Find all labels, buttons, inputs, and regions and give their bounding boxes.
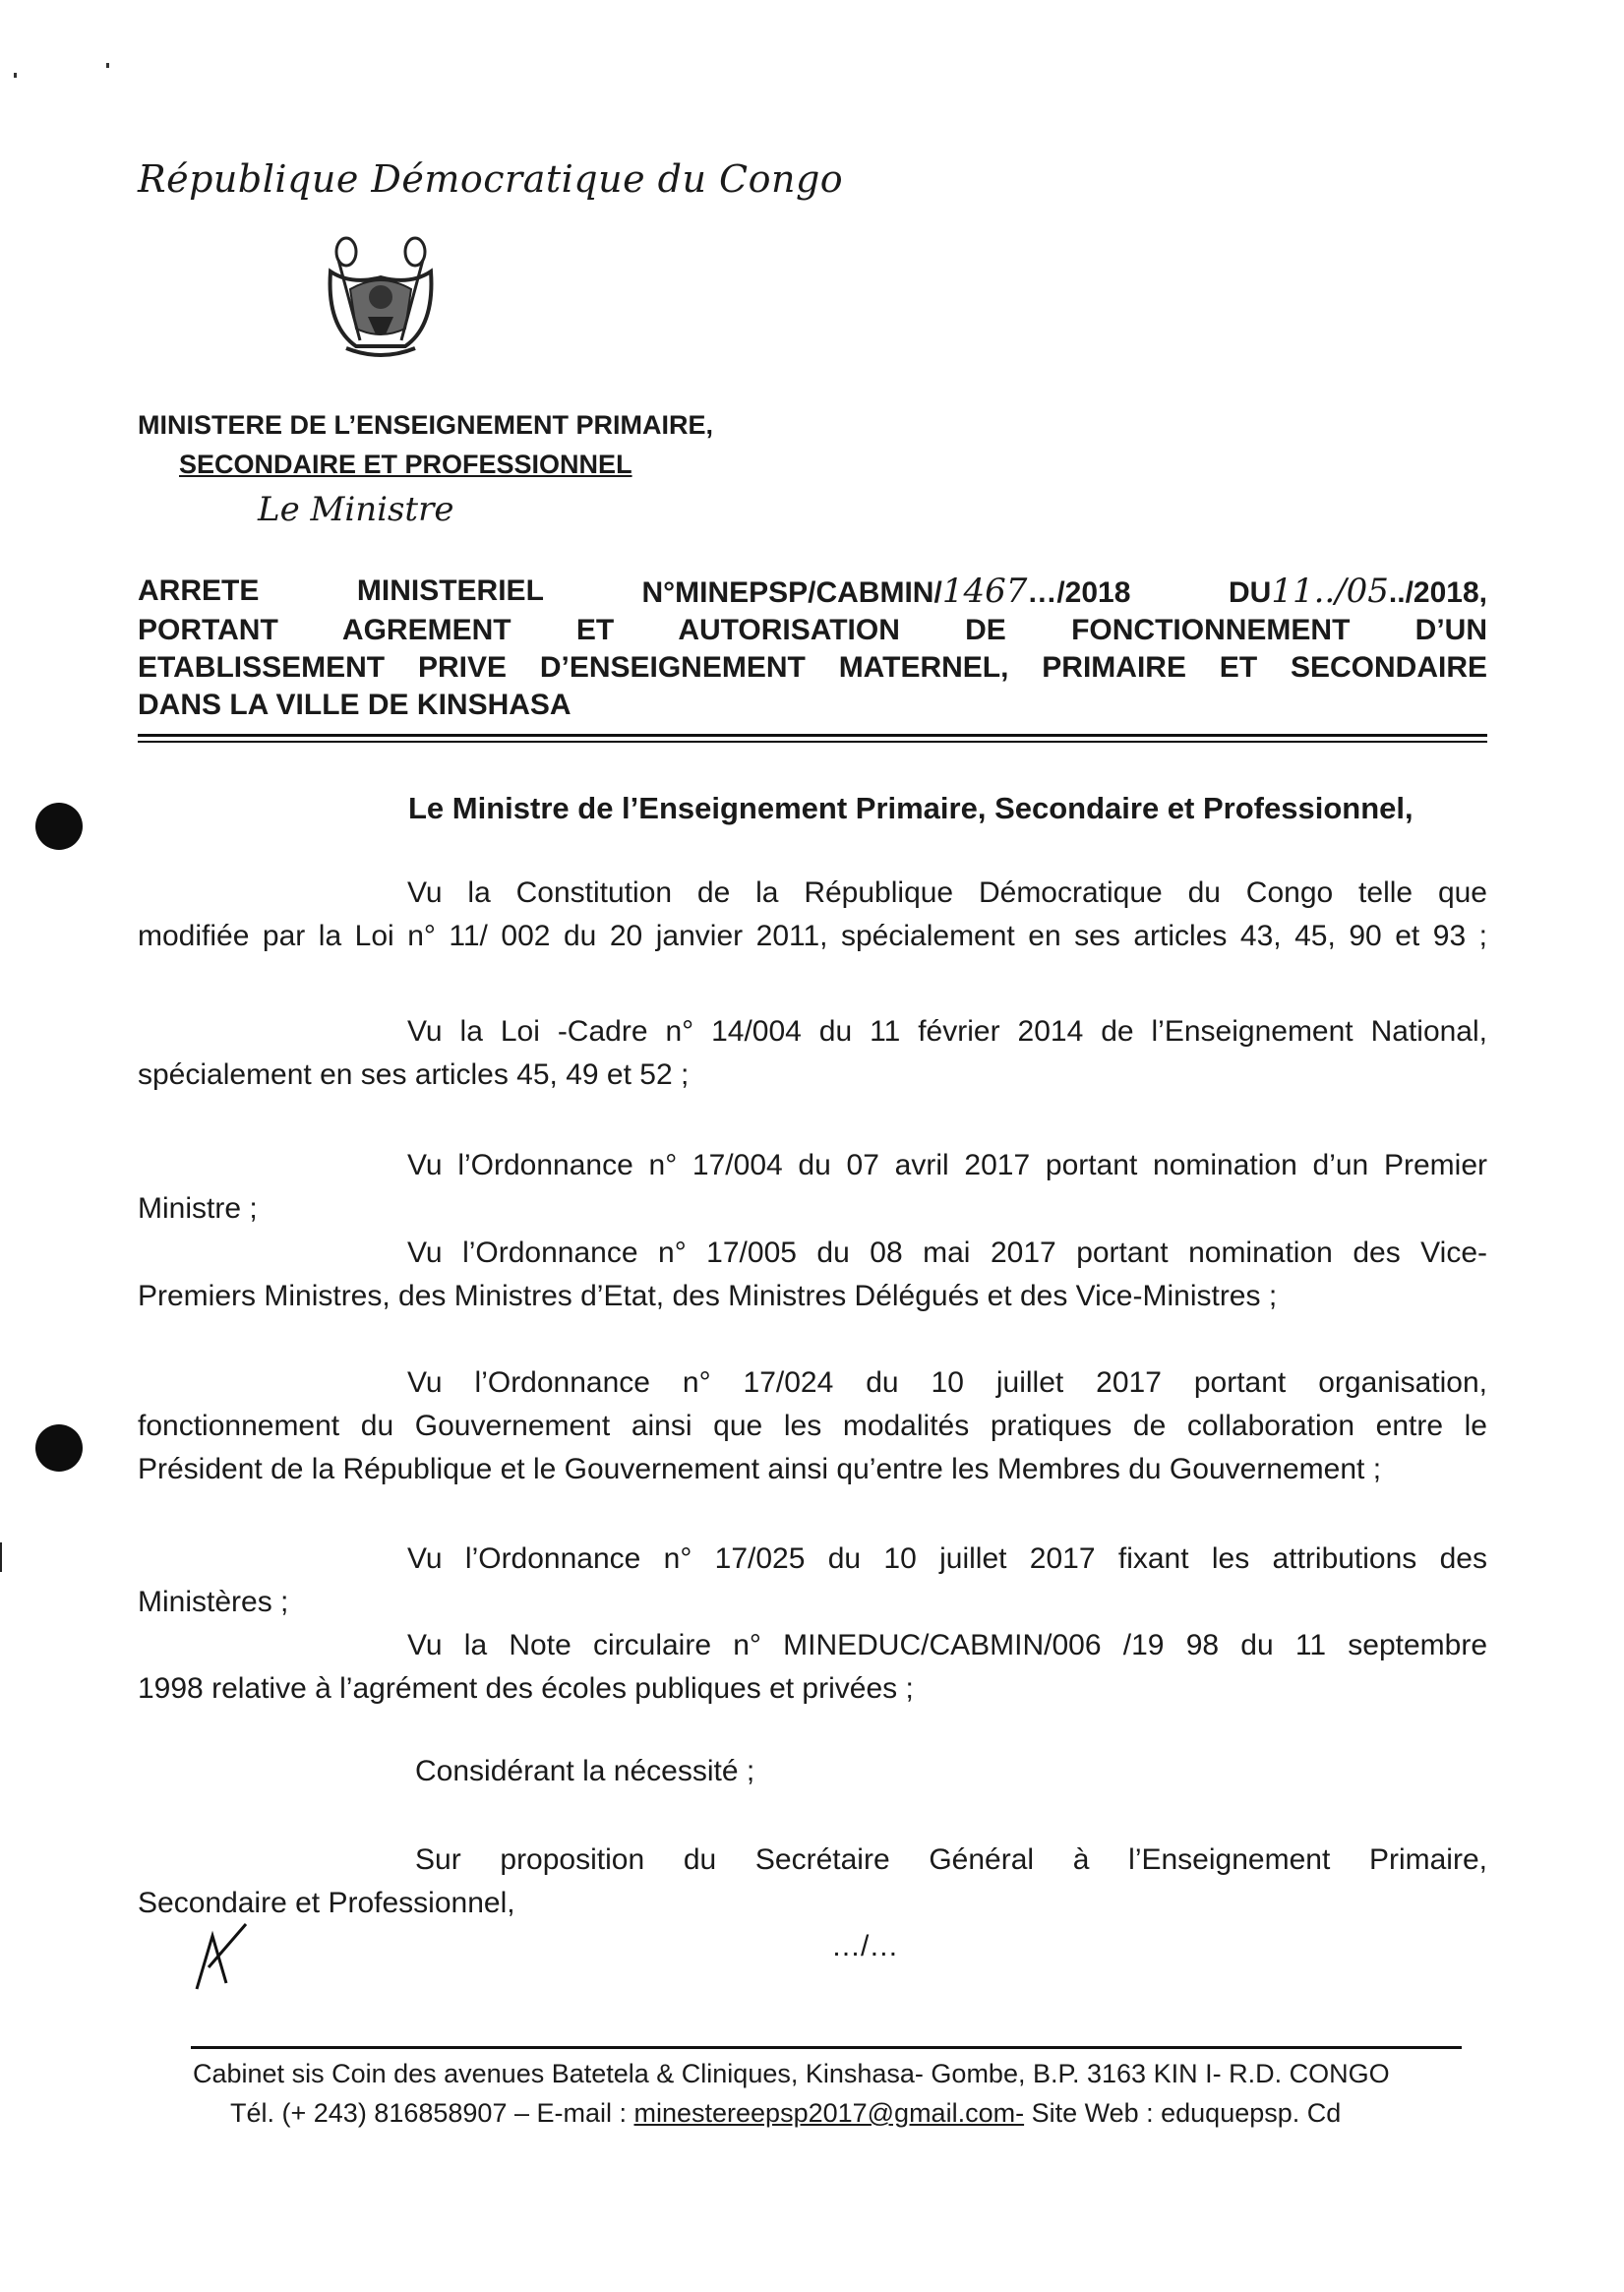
paragraph-line: Premiers Ministres, des Ministres d’Etat, des Ministres Délégués et des Vice-Ministres ; (138, 1280, 1278, 1312)
paragraph-line: Vu la Constitution de la République Démocratique du Congo telle que (407, 876, 1487, 909)
paragraph-line: Ministre ; (138, 1192, 258, 1225)
decree-title-line-2: PORTANT AGREMENT ET AUTORISATION DE FONCTIONNEMENT D’UN (138, 614, 1487, 646)
vu-note-circulaire-paragraph (138, 1624, 1487, 1711)
paragraph-line: Vu l’Ordonnance n° 17/025 du 10 juillet 2017 fixant les attributions des (407, 1542, 1487, 1575)
paragraph-line: Vu l’Ordonnance n° 17/024 du 10 juillet 2017 portant organisation, (407, 1366, 1487, 1399)
coat-of-arms-emblem (317, 232, 445, 366)
paragraph-line: Considérant la nécessité ; (415, 1755, 755, 1787)
decree-number (641, 573, 1130, 612)
footer (138, 2054, 1487, 2133)
paragraph-line: Secondaire et Professionnel, (138, 1887, 515, 1919)
ministry-line-1: MINISTERE DE L’ENSEIGNEMENT PRIMAIRE, (138, 410, 714, 440)
decree-word-ministeriel: MINISTERIEL (356, 574, 544, 607)
decree-title-line-4: DANS LA VILLE DE KINSHASA (138, 689, 571, 721)
paragraph-line: spécialement en ses articles 45, 49 et 52 ; (138, 1058, 690, 1091)
punch-hole-top (35, 803, 83, 850)
footer-address: Cabinet sis Coin des avenues Batetela & Cliniques, Kinshasa- Gombe, B.P. 3163 KIN I- R.D. CONGO (193, 2059, 1390, 2088)
vu-ordonnance-004-paragraph (138, 1144, 1487, 1231)
decree-title-line-3: ETABLISSEMENT PRIVE D’ENSEIGNEMENT MATERNEL, PRIMAIRE ET SECONDAIRE (138, 651, 1487, 684)
scan-speck (106, 63, 109, 68)
paragraph-line: Sur proposition du Secrétaire Général à l’Enseignement Primaire, (415, 1843, 1487, 1876)
scan-speck (14, 73, 17, 78)
decree-number-prefix: N°MINEPSP/CABMIN/ (641, 576, 942, 609)
paragraph-line: modifiée par la Loi n° 11/ 002 du 20 janvier 2011, spécialement en ses articles 43, 45, 90 et 93 ; (138, 920, 1487, 952)
paragraph-line: Vu l’Ordonnance n° 17/005 du 08 mai 2017 portant nomination des Vice- (407, 1236, 1487, 1269)
footer-rule (191, 2046, 1462, 2049)
considerant-paragraph (138, 1750, 1487, 1793)
vu-ordonnance-005-paragraph (138, 1232, 1487, 1318)
page-continuation-marker: …/… (831, 1930, 899, 1962)
paragraph-line: Vu l’Ordonnance n° 17/004 du 07 avril 2017 portant nomination d’un Premier (407, 1149, 1487, 1181)
margin-mark (0, 1542, 2, 1572)
handwritten-initials (187, 1918, 256, 1993)
footer-tel: Tél. (+ 243) 816858907 – E-mail : (230, 2098, 634, 2128)
vu-constitution-paragraph (138, 872, 1487, 958)
decree-date-handwritten: 11../05 (1271, 572, 1389, 611)
paragraph-line: 1998 relative à l’agrément des écoles publiques et privées ; (138, 1672, 914, 1705)
vu-ordonnance-024-paragraph (138, 1361, 1487, 1491)
decree-date-prefix: DU (1228, 576, 1272, 609)
decree-title (138, 573, 1487, 724)
paragraph-line: Vu la Loi -Cadre n° 14/004 du 11 février 2014 de l’Enseignement National, (407, 1015, 1487, 1048)
decree-title-line-1 (138, 573, 1487, 612)
vu-ordonnance-025-paragraph (138, 1538, 1487, 1624)
paragraph-line: Ministères ; (138, 1586, 289, 1618)
decree-word-arrete: ARRETE (138, 574, 260, 607)
title-rule-thin (138, 741, 1487, 743)
paragraph-line: fonctionnement du Gouvernement ainsi que les modalités pratiques de collaboration entre le (138, 1410, 1487, 1442)
decree-number-year: …/2018 (1027, 576, 1131, 609)
paragraph-line: Vu la Note circulaire n° MINEDUC/CABMIN/006 /19 98 du 11 septembre (407, 1629, 1487, 1661)
paragraph-line: Président de la République et le Gouvernement ainsi qu’entre les Membres du Gouvernement ; (138, 1453, 1382, 1485)
decree-number-handwritten: 1467 (941, 572, 1028, 611)
footer-website: Site Web : eduquepsp. Cd (1024, 2098, 1342, 2128)
punch-hole-bottom (35, 1424, 83, 1472)
ministry-heading (138, 405, 713, 484)
minister-heading: Le Ministre de l’Enseignement Primaire, Secondaire et Professionnel, (408, 791, 1413, 825)
proposition-paragraph (138, 1839, 1487, 1925)
ministry-line-2: SECONDAIRE ET PROFESSIONNEL (179, 450, 632, 479)
decree-date (1229, 573, 1487, 612)
title-rule-thick (138, 734, 1487, 737)
republic-heading: République Démocratique du Congo (138, 157, 844, 201)
decree-date-year: ../2018, (1388, 576, 1487, 609)
vu-loi-cadre-paragraph (138, 1010, 1487, 1097)
le-ministre-signature-heading: Le Ministre (258, 490, 454, 529)
footer-email-link[interactable]: minestereepsp2017@gmail.com- (633, 2098, 1025, 2128)
footer-contact (138, 2093, 1487, 2133)
